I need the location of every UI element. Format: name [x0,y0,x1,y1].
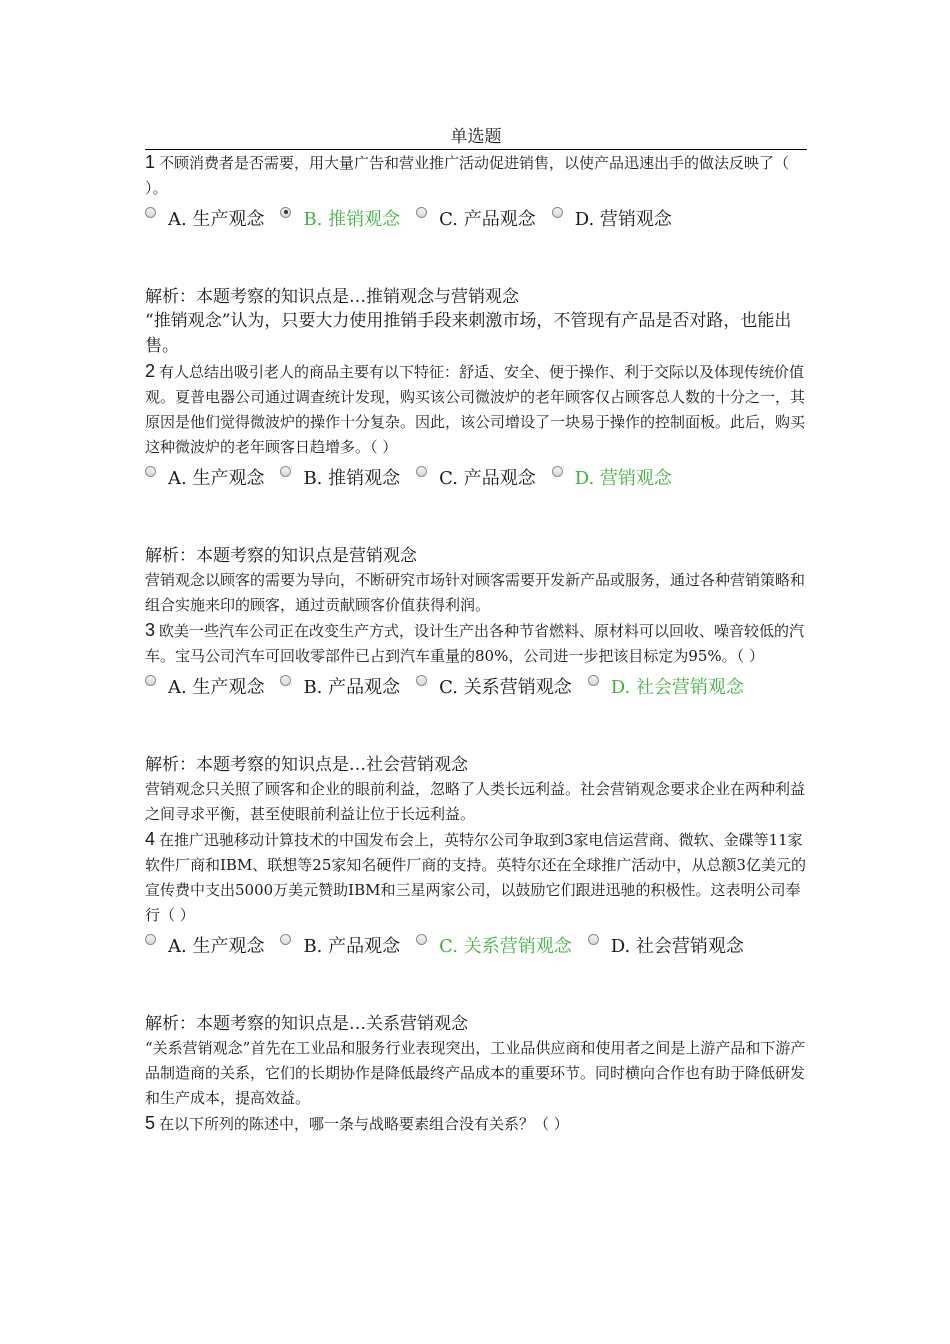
radio-icon[interactable] [416,466,427,477]
radio-icon[interactable] [416,207,427,218]
radio-icon[interactable] [280,934,291,945]
question-text: 1 不顾消费者是否需要，用大量广告和营业推广活动促进销售，以使产品迅速出手的做法反映了（ ）。 [145,152,790,197]
radio-icon[interactable] [280,675,291,686]
radio-icon[interactable] [552,207,563,218]
analysis-title: 解析：本题考察的知识点是营销观念 [145,546,417,566]
question-3 [145,618,807,827]
question-number: 5 [145,1113,156,1133]
section-title: 单选题 [145,126,807,150]
option-label: B. 推销观念 [303,468,401,489]
radio-icon[interactable] [145,466,156,477]
option-d[interactable] [588,932,744,958]
option-label: B. 产品观念 [303,936,401,957]
option-a[interactable] [145,932,264,958]
option-c[interactable] [416,673,572,699]
option-d[interactable] [588,673,744,699]
option-label: B. 产品观念 [303,677,401,698]
option-d[interactable] [552,205,672,231]
option-b[interactable] [280,673,400,699]
option-a[interactable] [145,205,264,231]
radio-icon[interactable] [145,207,156,218]
options-group [145,201,807,235]
radio-icon[interactable] [588,675,599,686]
question-number: 2 [145,361,156,381]
radio-icon[interactable] [416,934,427,945]
option-label-correct: B. 推销观念 [303,209,401,230]
question-5 [145,1111,807,1137]
radio-icon[interactable] [588,934,599,945]
question-2 [145,359,807,618]
option-a[interactable] [145,673,264,699]
analysis-body: “关系营销观念”首先在工业品和服务行业表现突出，工业品供应商和使用者之间是上游产品和下游产品制造商的关系，它们的长期协作是降低最终产品成本的重要环节。同时横向合作也有助于降低研发和生产成本，提高效益。 [145,1039,806,1107]
option-label-correct: C. 关系营销观念 [439,936,572,957]
option-a[interactable] [145,464,264,490]
analysis-title: 解析：本题考察的知识点是…关系营销观念 [145,1014,468,1034]
radio-icon[interactable] [145,934,156,945]
radio-icon[interactable] [552,466,563,477]
option-b[interactable] [280,205,400,231]
option-label: A. 生产观念 [168,677,265,698]
question-text: 3 欧美一些汽车公司正在改变生产方式，设计生产出各种节省燃料、原材料可以回收、噪音较低的汽车。宝马公司汽车可回收零部件已占到汽车重量的80%，公司进一步把该目标定为95%。（ ） [145,620,805,665]
option-label: A. 生产观念 [168,936,265,957]
radio-checked-icon[interactable] [280,207,291,218]
analysis-body: “推销观念”认为，只要大力使用推销手段来刺激市场，不管现有产品是否对路，也能出售。 [145,311,792,356]
option-label: C. 关系营销观念 [439,677,572,698]
options-group [145,669,807,703]
option-c[interactable] [416,205,536,231]
option-label-correct: D. 营销观念 [574,468,672,489]
option-c[interactable] [416,464,536,490]
question-text: 5 在以下所列的陈述中，哪一条与战略要素组合没有关系？（ ） [145,1113,569,1133]
option-b[interactable] [280,932,400,958]
radio-icon[interactable] [280,466,291,477]
question-text: 2 有人总结出吸引老人的商品主要有以下特征：舒适、安全、便于操作、利于交际以及体现传统价值观。夏普电器公司通过调查统计发现，购买该公司微波炉的老年顾客仅占顾客总人数的十分之一，其原因是他们觉得微波炉的操作十分复杂。因此，该公司增设了一块易于操作的控制面板。此后，购买这种微波炉的老年顾客日趋增多。（ ） [145,361,806,456]
question-number: 4 [145,829,156,849]
question-4 [145,827,807,1111]
option-c[interactable] [416,932,572,958]
options-group [145,460,807,494]
analysis-body: 营销观念以顾客的需要为导向，不断研究市场针对顾客需要开发新产品或服务，通过各种营销策略和组合实施来印的顾客，通过贡献顾客价值获得利润。 [145,571,806,614]
question-1 [145,150,807,359]
option-d[interactable] [552,464,672,490]
option-label: A. 生产观念 [168,468,265,489]
option-label-correct: D. 社会营销观念 [610,677,744,698]
radio-icon[interactable] [145,675,156,686]
option-label: A. 生产观念 [168,209,265,230]
radio-icon[interactable] [416,675,427,686]
question-text: 4 在推广迅驰移动计算技术的中国发布会上，英特尔公司争取到3家电信运营商、微软、金碟等11家软件厂商和IBM、联想等25家知名硬件厂商的支持。英特尔还在全球推广活动中，从总额3亿美元的宣传费中支出5000万美元赞助IBM和三星两家公司，以鼓励它们跟进迅驰的积极性。这表明公司奉行（ ） [145,829,806,924]
options-group [145,928,807,962]
option-label: D. 社会营销观念 [610,936,744,957]
option-label: D. 营销观念 [574,209,672,230]
option-label: C. 产品观念 [439,209,536,230]
question-number: 3 [145,620,156,640]
analysis-title: 解析：本题考察的知识点是…社会营销观念 [145,755,468,775]
option-label: C. 产品观念 [439,468,536,489]
quiz-page [145,126,807,1137]
question-number: 1 [145,152,156,172]
option-b[interactable] [280,464,400,490]
analysis-title: 解析：本题考察的知识点是…推销观念与营销观念 [145,287,519,307]
analysis-body: 营销观念只关照了顾客和企业的眼前利益，忽略了人类长远利益。社会营销观念要求企业在两种利益之间寻求平衡，甚至使眼前利益让位于长远利益。 [145,780,806,823]
